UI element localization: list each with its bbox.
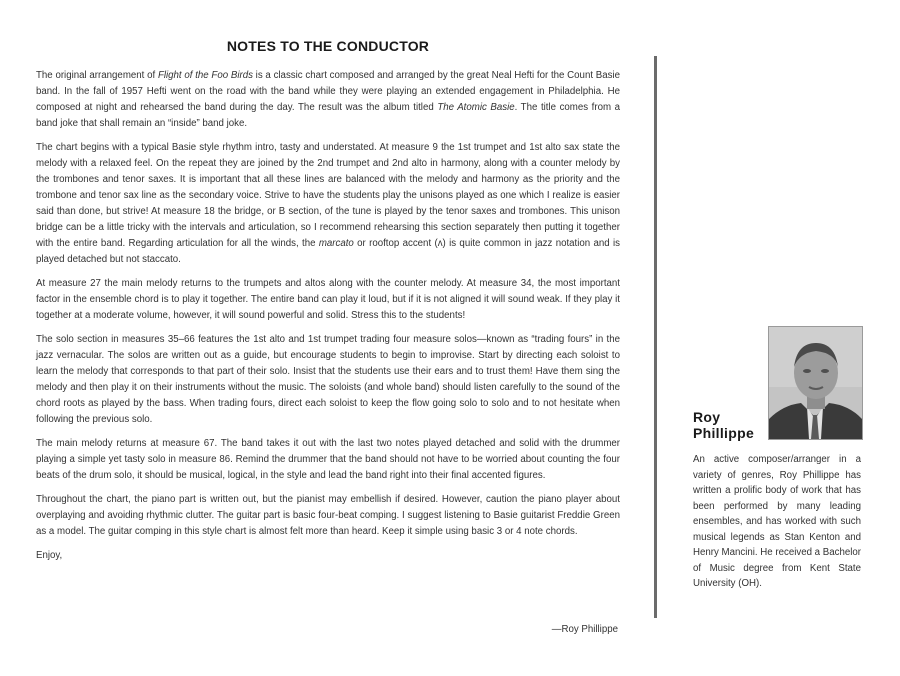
column-divider (654, 56, 657, 618)
p2-text-start: The chart begins with a typical Basie style rhythm intro, tasty and understated. At measure 9 the 1st trumpet and 1st alto sax state the melody with a relaxed feel. On the repeat they are joined by the 2nd trumpet and 2nd alto in harmony, along with a counter melody by the trombones and tenor saxes. It is important that all these lines are balanced with the melody and harmony as the priority and the trombone and tenor sax line as the secondary voice. Strive to have the students play the unisons played as one which I realize is easier said than done, but strive! At measure 18 the bridge, or B section, of the tune is played by the tenor saxes and trombones. This unison bridge can be a little tricky with the intervals and articulation, so I recommend rehearsing this section separately then putting it together with the entire band. Regarding articulation for all the winds, the (36, 142, 620, 249)
author-photo (768, 326, 863, 440)
paragraph-2 (36, 140, 620, 268)
paragraph-4: The solo section in measures 35–66 features the 1st alto and 1st trumpet trading four measure solos—known as “trading fours” in the jazz vernacular. The solos are written out as a guide, but encourage students to begin to improvise. Start by directing each soloist to learn the melody that corresponds to that part of their solo. Insist that the students use their ears and to trust them! Have them sing the melody and then play it on their instruments without the music. The soloists (and whole band) should listen carefully to the sound of the chord roots as played by the bass. When trading fours, direct each soloist to keep the flow going solo to solo and to not hesitate when following the previous solo. (36, 334, 620, 425)
marcato-term: marcato (318, 238, 354, 249)
paragraph-6: Throughout the chart, the piano part is written out, but the pianist may embellish if desired. However, caution the piano player about overplaying and avoiding rhythmic clutter. The guitar part is basic four-beat comping. I suggest listening to Basie guitarist Freddie Green as a model. The guitar comping in this style chart is almost felt more than heard. Keep it simple using basic 3 or 4 note chords. (36, 494, 620, 537)
portrait-illustration (769, 327, 862, 439)
page-title: NOTES TO THE CONDUCTOR (226, 38, 430, 54)
album-title: The Atomic Basie (437, 102, 515, 113)
paragraph-3: At measure 27 the main melody returns to the trumpets and altos along with the counter melody. At measure 34, the most important factor in the ensemble chord is to play it together. The entire band can play it loud, but if it is not aligned it will sound weak. If they play it together at a moderate volume, however, it will sound powerful and solid. Stress this to the students! (36, 278, 620, 321)
author-first-name: Roy (693, 409, 721, 425)
signature: —Roy Phillippe (551, 624, 618, 635)
p2-text-end: or rooftop accent (ʌ) is quite common in jazz notation and is played detached but not staccato. (36, 238, 621, 265)
author-name (693, 409, 754, 441)
p1-text-end: . The title comes from a band joke that shall remain an “inside” band joke. (36, 102, 620, 129)
song-title: Flight of the Foo Birds (157, 70, 253, 81)
author-last-name: Phillippe (693, 425, 755, 441)
author-bio: An active composer/arranger in a variety of genres, Roy Phillippe has written a prolific body of work that has been performed by many leading ensembles, and has worked with such musical legends as Stan Kenton and Henry Mancini. He received a Bachelor of Music degree from Kent State University (OH). (693, 454, 861, 589)
closing: Enjoy, (36, 550, 63, 561)
p1-text-start: The original arrangement of (36, 70, 158, 81)
paragraph-1 (36, 68, 620, 132)
paragraph-5: The main melody returns at measure 67. The band takes it out with the last two notes played detached and solid with the drummer playing a simple yet tasty solo in measure 86. Remind the drummer that the band should not have to be worried about counting the four beats of the drum solo, it should be musical, logical, in the style and lead the band right into their final accented figures. (36, 438, 620, 481)
notes-column (36, 38, 621, 635)
p1-text-middle: is a classic chart composed and arranged by the great Neal Hefti for the Count Basie band. In the fall of 1957 Hefti went on the road with the band while they were playing an extended engagement in Philadelphia. He composed at night and rehearsed the band during the day. The result was the album titled (36, 70, 621, 113)
